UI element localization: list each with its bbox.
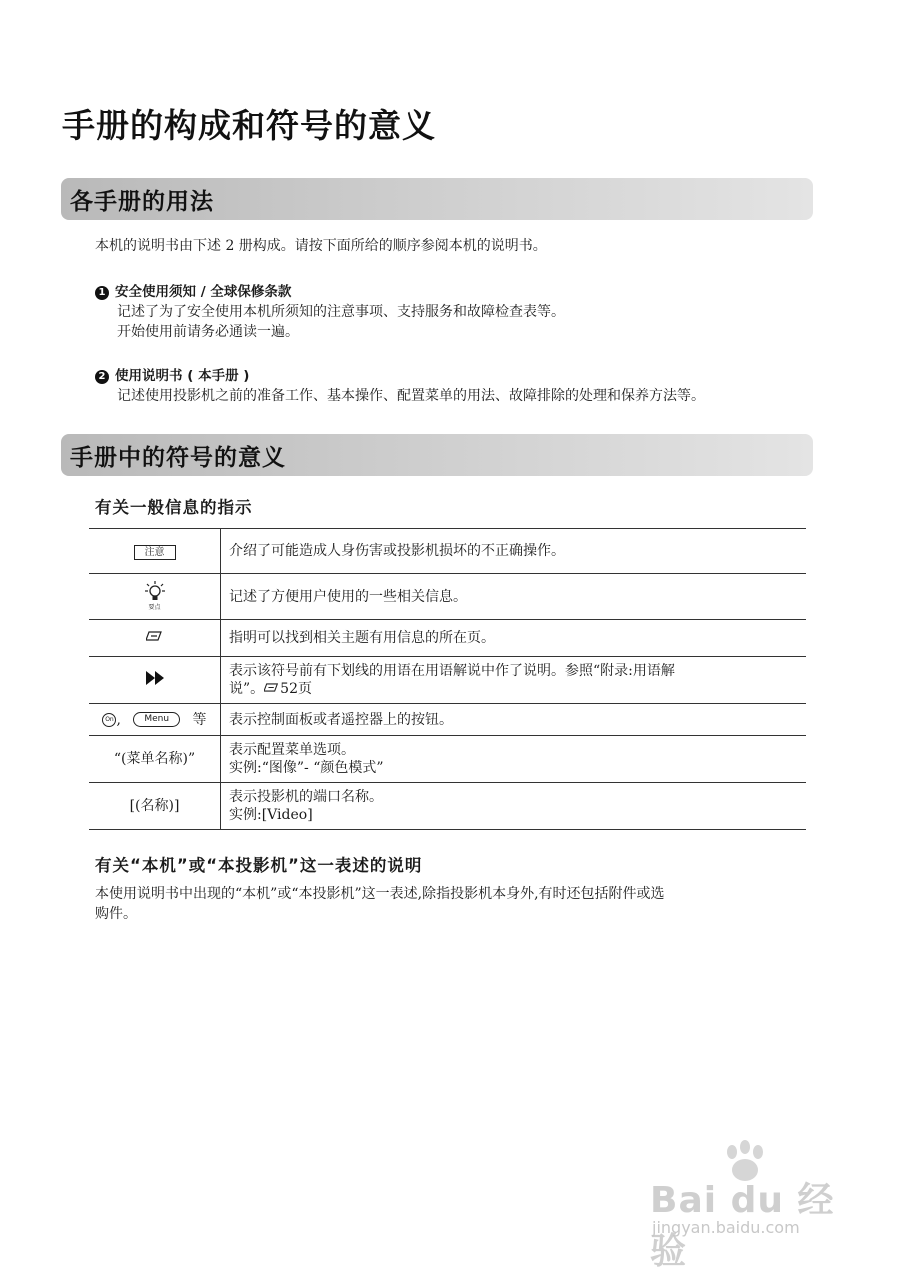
- page-reference-icon: [146, 630, 164, 646]
- manual-item-title: 使用说明书 ( 本手册 ): [115, 368, 250, 384]
- symbol-separator: ,: [116, 711, 121, 728]
- section-heading-manual-usage: [61, 178, 813, 220]
- port-name-symbol: [(名称)]: [129, 798, 180, 814]
- menu-name-symbol: “(菜单名称)”: [113, 751, 196, 767]
- symbol-example: 实例:[Video]: [229, 807, 313, 823]
- table-row: [89, 736, 806, 783]
- symbol-desc: 记述了方便用户使用的一些相关信息。: [229, 588, 467, 605]
- symbol-desc: 指明可以找到相关主题有用信息的所在页。: [229, 630, 495, 646]
- manual-item-line: 记述了为了安全使用本机所须知的注意事项、支持服务和故障检查表等。: [117, 304, 565, 320]
- symbol-suffix: 等: [192, 711, 207, 728]
- table-row: [89, 704, 806, 736]
- symbol-desc: 表示该符号前有下划线的用语在用语解说中作了说明。参照“附录:用语解: [229, 663, 675, 679]
- manual-item-2: [95, 364, 705, 406]
- tip-label: 要点: [148, 604, 161, 611]
- symbol-desc: 表示投影机的端口名称。: [229, 789, 383, 805]
- on-button-icon: On: [102, 713, 116, 727]
- lightbulb-tip-icon: [144, 581, 166, 612]
- page-title: 手册的构成和符号的意义: [62, 106, 436, 145]
- subheading-general-info: 有关一般信息的指示: [95, 498, 253, 517]
- term-explanation-line: 购件。: [95, 906, 137, 922]
- menu-button-icon: Menu: [133, 712, 180, 727]
- section-heading-symbols: [61, 434, 813, 476]
- table-row: [89, 574, 806, 620]
- table-row: [89, 620, 806, 657]
- symbol-desc: 表示控制面板或者遥控器上的按钮。: [229, 711, 453, 728]
- table-row: [89, 529, 806, 574]
- glossary-arrow-icon: [145, 673, 165, 689]
- table-row: [89, 657, 806, 704]
- section-intro: 本机的说明书由下述 2 册构成。请按下面所给的顺序参阅本机的说明书。: [95, 238, 547, 254]
- table-row: [89, 783, 806, 830]
- number-badge: 2: [95, 370, 109, 384]
- symbol-desc: 表示配置菜单选项。: [229, 742, 355, 758]
- symbol-desc: 说”。: [229, 681, 265, 697]
- section-heading-label: 手册中的符号的意义: [70, 445, 286, 471]
- watermark-url: jingyan.baidu.com: [652, 1218, 800, 1237]
- manual-item-1: [95, 280, 565, 342]
- term-explanation-line: 本使用说明书中出现的“本机”或“本投影机”这一表述,除指投影机本身外,有时还包括附件或选: [95, 886, 665, 902]
- caution-icon: 注意: [134, 545, 176, 560]
- manual-item-title: 安全使用须知 / 全球保修条款: [115, 284, 292, 300]
- number-badge: 1: [95, 286, 109, 300]
- symbol-example: 实例:“图像”- “颜色模式”: [229, 760, 384, 776]
- manual-item-line: 记述使用投影机之前的准备工作、基本操作、配置菜单的用法、故障排除的处理和保养方法等。: [117, 388, 705, 404]
- page-reference-icon: [264, 681, 280, 697]
- page-reference: 52页: [280, 681, 312, 697]
- symbols-table: [89, 528, 806, 830]
- subheading-term-explanation: 有关“本机”或“本投影机”这一表述的说明: [95, 856, 423, 875]
- manual-item-line: 开始使用前请务必通读一遍。: [117, 324, 299, 340]
- section-heading-label: 各手册的用法: [70, 189, 214, 215]
- watermark-logo: Bai du 经验: [650, 1180, 835, 1272]
- symbol-desc: 介绍了可能造成人身伤害或投影机损坏的不正确操作。: [229, 543, 565, 559]
